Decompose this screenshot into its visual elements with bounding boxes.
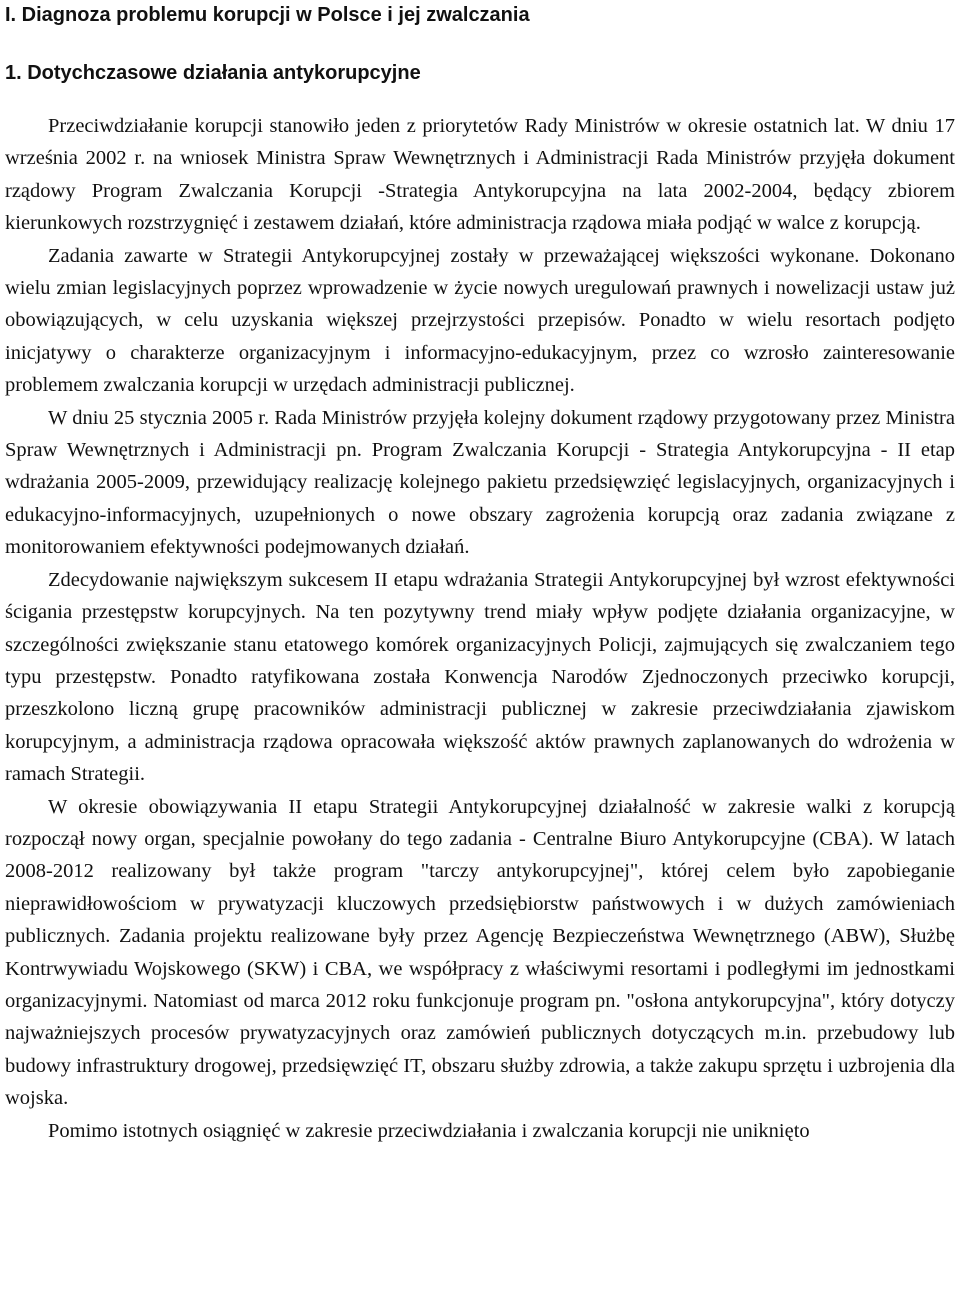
paragraph-tasks: Zadania zawarte w Strategii Antykorupcyjnej zostały w przeważającej większości wykonane. Dokonano wielu zmian legislacyjnych poprzez wprowadzenie w życie nowych uregulowań prawnych i nowelizacji ustaw już obowiązujących, w celu uzyskania większej przejrzystości przepisów. Ponadto w wielu resortach podjęto inicjatywy o charakterze organizacyjnym i informacyjno-edukacyjnym, przez co wzrosło zainteresowanie problemem zwalczania korupcji w urzędach administracji publicznej. <box>5 244 955 397</box>
paragraph-closing: Pomimo istotnych osiągnięć w zakresie przeciwdziałania i zwalczania korupcji nie uniknięto <box>48 1119 810 1142</box>
paragraph-cba: W okresie obowiązywania II etapu Strategii Antykorupcyjnej działalność w zakresie walki z korupcją rozpoczął nowy organ, specjalnie powołany do tego zadania - Centralne Biuro Antykorupcyjne (CBA). W latach 2008-2012 realizowany był także program "tarczy antykorupcyjnej", której celem było zapobieganie nieprawidłowościom w prywatyzacji kluczowych przedsiębiorstw państwowych i w dużych zamówieniach publicznych. Zadania projektu realizowane były przez Agencję Bezpieczeństwa Wewnętrznego (ABW), Służbę Kontrwywiadu Wojskowego (SKW) i CBA, we współpracy z właściwymi resortami i podległymi im jednostkami organizacyjnymi. Natomiast od marca 2012 roku funkcjonuje program pn. "osłona antykorupcyjna", który dotyczy najważniejszych procesów prywatyzacyjnych oraz zamówień publicznych dotyczących m.in. przebudowy lub budowy infrastruktury drogowej, przedsięwzięć IT, obszaru służby zdrowia, a także zakupu sprzętu i uzbrojenia dla wojska. <box>5 795 955 1110</box>
paragraph-second-program: W dniu 25 stycznia 2005 r. Rada Ministrów przyjęła kolejny dokument rządowy przygotowany przez Ministra Spraw Wewnętrznych i Administracji pn. Program Zwalczania Korupcji - Strategia Antykorupcyjna - II etap wdrażania 2005-2009, przewidujący realizację kolejnego pakietu przedsięwzięć legislacyjnych, organizacyjnych i edukacyjno-informacyjnych, uzupełnionych o nowe obszary zagrożenia korupcją oraz zadania związane z monitorowaniem efektywności podejmowanych działań. <box>5 406 955 559</box>
subsection-heading: 1. Dotychczasowe działania antykorupcyjne <box>5 62 421 84</box>
document-page <box>5 0 955 1147</box>
section-heading: I. Diagnoza problemu korupcji w Polsce i jej zwalczania <box>5 4 530 26</box>
paragraph-success: Zdecydowanie największym sukcesem II etapu wdrażania Strategii Antykorupcyjnej był wzrost efektywności ścigania przestępstw korupcyjnych. Na ten pozytywny trend miały wpływ podjęte działania organizacyjne, w szczególności zwiększanie stanu etatowego komórek organizacyjnych Policji, zajmujących się zwalczaniem tego typu przestępstw. Ponadto ratyfikowana została Konwencja Narodów Zjednoczonych przeciwko korupcji, przeszkolono liczną grupę pracowników administracji publicznej w zakresie przeciwdziałania zjawiskom korupcyjnym, a administracja rządowa opracowała większość aktów prawnych zaplanowanych do wdrożenia w ramach Strategii. <box>5 568 955 786</box>
paragraph-intro: Przeciwdziałanie korupcji stanowiło jeden z priorytetów Rady Ministrów w okresie ostatnich lat. W dniu 17 września 2002 r. na wniosek Ministra Spraw Wewnętrznych i Administracji Rada Ministrów przyjęła dokument rządowy Program Zwalczania Korupcji -Strategia Antykorupcyjna na lata 2002-2004, będący zbiorem kierunkowych rozstrzygnięć i zestawem działań, które administracja rządowa miała podjąć w walce z korupcją. <box>5 115 955 235</box>
